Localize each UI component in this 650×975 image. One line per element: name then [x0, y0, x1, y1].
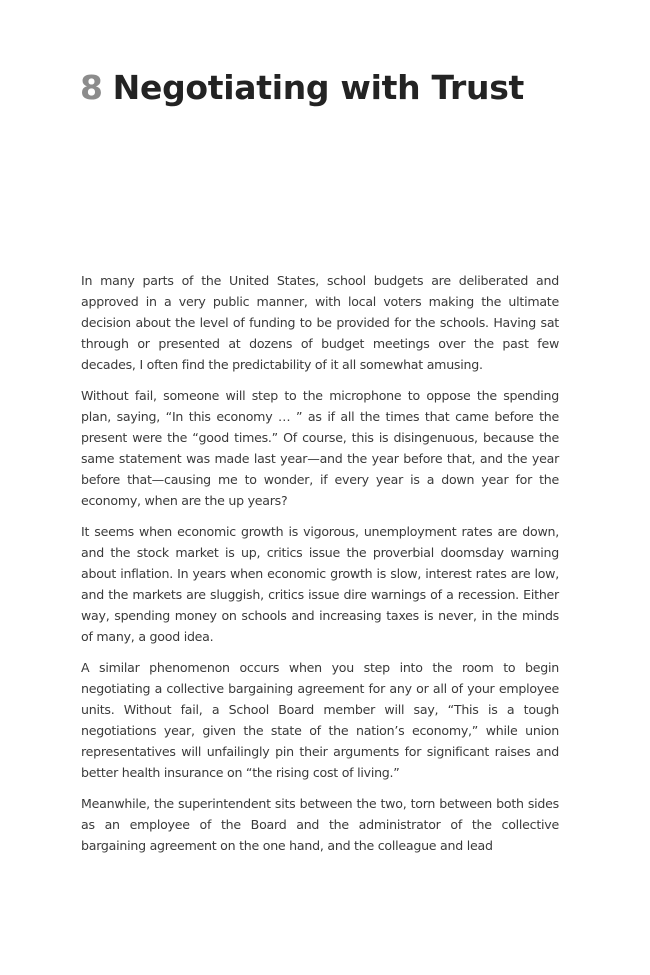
chapter-title: Negotiating with Trust [112, 68, 525, 107]
chapter-heading [80, 62, 524, 114]
chapter-body [81, 270, 559, 866]
paragraph: Without fail, someone will step to the microphone to oppose the spending plan, saying, “In this economy … ” as if all the times that came before the present were the “good times.” Of course, this is disingenuous, because the same statement was made last year—and the year before that, and the year before that—causing me to wonder, if every year is a down year for the economy, when are the up years? [81, 388, 559, 508]
paragraph: Meanwhile, the superintendent sits between the two, torn between both sides as an employee of the Board and the administrator of the collective bargaining agreement on the one hand, and the colleague and lead [81, 796, 559, 853]
paragraph: It seems when economic growth is vigorous, unemployment rates are down, and the stock market is up, critics issue the proverbial doomsday warning about inflation. In years when economic growth is slow, interest rates are low, and the markets are sluggish, critics issue dire warnings of a recession. Either way, spending money on schools and increasing taxes is never, in the minds of many, a good idea. [81, 524, 559, 644]
paragraph: In many parts of the United States, school budgets are deliberated and approved in a very public manner, with local voters making the ultimate decision about the level of funding to be provided for the schools. Having sat through or presented at dozens of budget meetings over the past few decades, I often find the predictability of it all somewhat amusing. [81, 273, 559, 372]
chapter-number: 8 [80, 68, 103, 107]
paragraph: A similar phenomenon occurs when you step into the room to begin negotiating a collective bargaining agreement for any or all of your employee units. Without fail, a School Board member will say, “This is a tough negotiations year, given the state of the nation’s economy,” while union representatives will unfailingly pin their arguments for significant raises and better health insurance on “the rising cost of living.” [81, 660, 559, 780]
